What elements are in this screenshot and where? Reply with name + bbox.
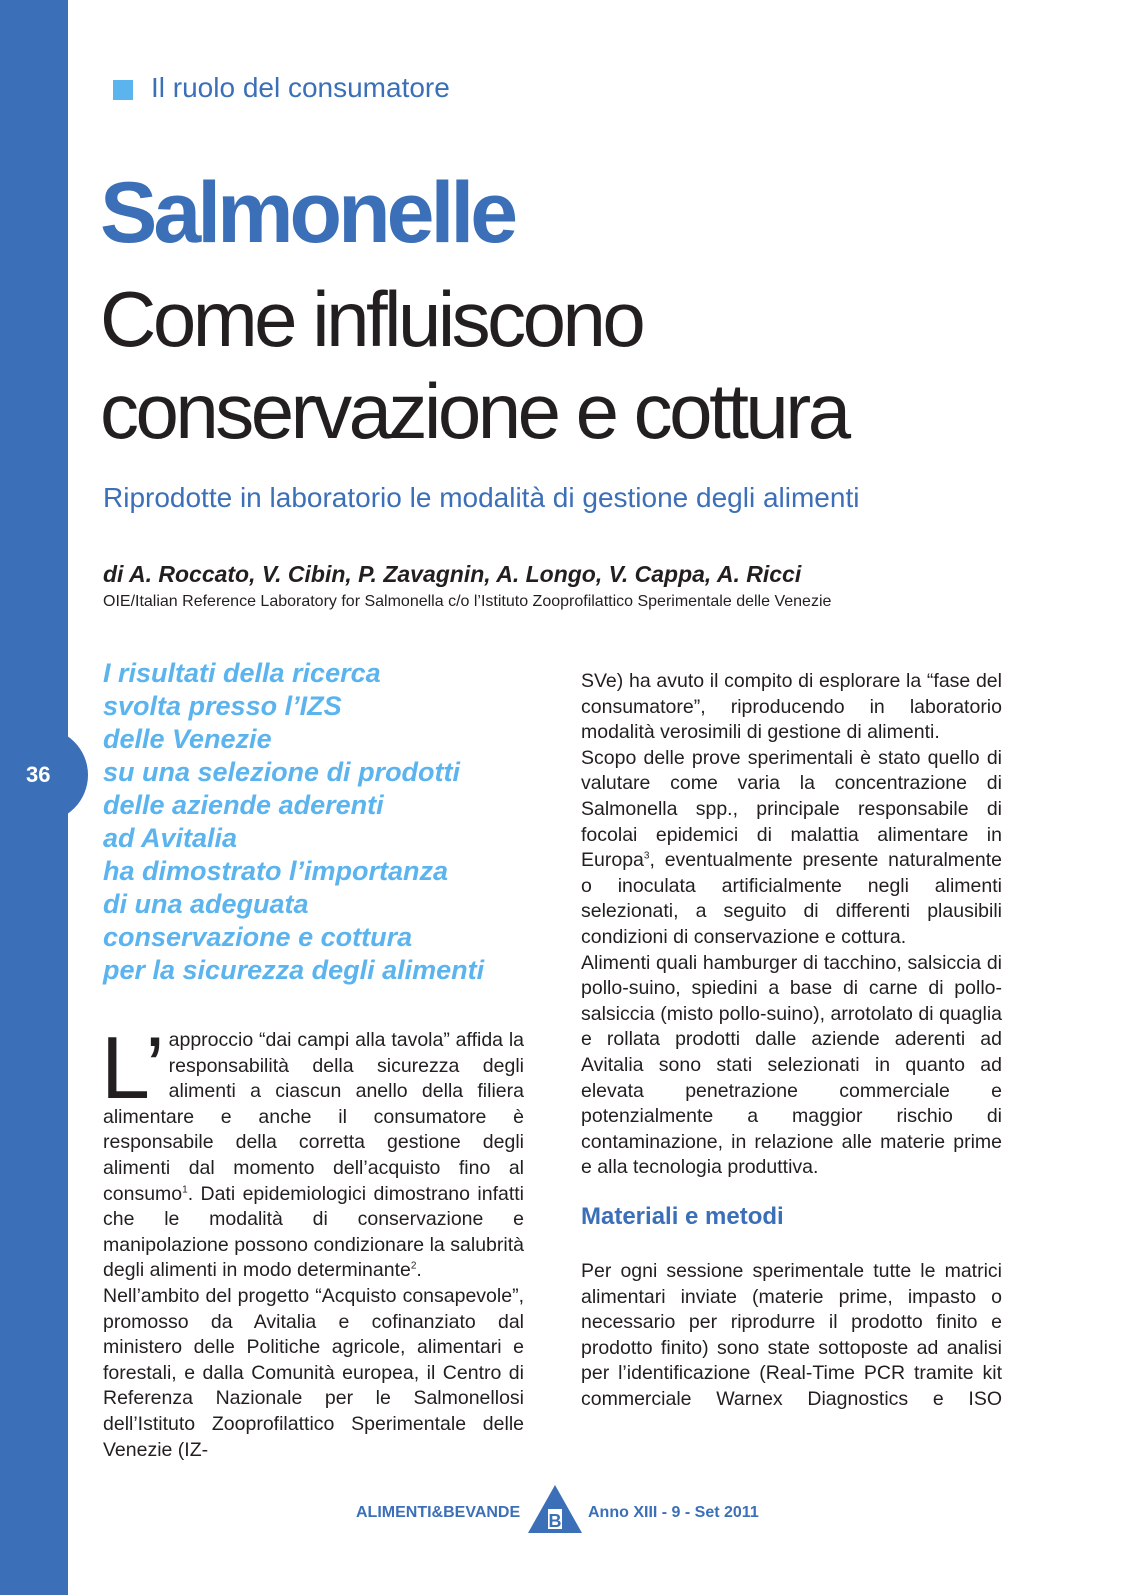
footnote-ref: 1 [182, 1184, 188, 1196]
lead-line: I risultati della ricerca [103, 658, 381, 688]
lead-paragraph [103, 657, 543, 987]
body-column-left [101, 1018, 524, 1463]
lead-line: delle Venezie [103, 724, 272, 754]
lead-line: di una adeguata [103, 889, 309, 919]
svg-text:B: B [548, 1511, 562, 1531]
body-paragraph: SVe) ha avuto il compito di esplorare la “fase del consumatore”, riproducendo in laboratorio modalità verosimili di gestione di alimenti. [581, 670, 1002, 744]
title-line-1: Come influiscono [100, 275, 643, 363]
body-paragraph: Nell’ambito del progetto “Acquisto consapevole”, promosso da Avitalia e cofinanziato dal ministero delle Politiche agricole, alimentari e forestali, e dalla Comunità europea, il Centro di Referenza Nazionale per le Salmonellosi dell’Istituto Zooprofilattico Sperimentale delle Venezie (IZ- [103, 1284, 524, 1461]
article-subtitle: Riprodotte in laboratorio le modalità di gestione degli alimenti [103, 482, 860, 513]
body-column-right [581, 669, 1002, 1181]
lead-line: conservazione e cottura [103, 922, 413, 952]
footnote-ref: 3 [643, 850, 650, 862]
journal-logo-icon [526, 1483, 584, 1535]
title-line-2: conservazione e cottura [100, 367, 848, 455]
authors: di A. Roccato, V. Cibin, P. Zavagnin, A. Longo, V. Cappa, A. Ricci [103, 561, 802, 587]
drop-cap: L’ [101, 1018, 165, 1117]
lead-line: svolta presso l’IZS [103, 691, 342, 721]
body-paragraph: Scopo delle prove sperimentali è stato quello di valutare come varia la concentrazione di Salmonella spp., principale responsabile di focolai epidemici di malattia alimentare in Europa$^3$, eventualmente presente naturalmente o inoculata artificialmente negli alimenti selezionati, a seguito di differenti plausibili condizioni di conservazione e cottura. [581, 746, 1002, 948]
body-paragraph: Alimenti quali hamburger di tacchino, salsiccia di pollo-suino, spiedini a base di carne di pollo-salsiccia (misto pollo-suino), arrotolato di quaglia e rollata prodotti dalle aziende aderenti ad Avitalia sono stati selezionati in quanto ad elevata penetrazione commerciale e potenzialmente a maggior rischio di contaminazione, in relazione alle materie prime e alla tecnologia produttiva. [581, 951, 1002, 1179]
page-number: 36 [26, 762, 51, 787]
body-paragraph: L’ approccio “dai campi alla tavola” affida la responsabilità della sicurezza degli alimenti a ciascun anello della filiera alimentare e anche il consumatore è responsabile della corretta gestione degli alimenti dal momento dell’acquisto fino al consumo$^1$. Dati epidemiologici dimostrano infatti che le modalità di conservazione e manipolazione possono condizionare la salubrità degli alimenti in modo determinante$^2$. [101, 1018, 524, 1282]
footnote-ref: 2 [410, 1260, 417, 1272]
body-paragraph: Per ogni sessione sperimentale tutte le matrici alimentari inviate (materie prime, impasto o necessario per riprodurre il prodotto finito e prodotto finito) sono state sottoposte ad analisi per l’identificazione (Real-Time PCR tramite kit commerciale Warnex Diagnostics e ISO [581, 1260, 1002, 1410]
lead-line: su una selezione di prodotti [103, 757, 461, 787]
issue-info: Anno XIII - 9 - Set 2011 [588, 1504, 759, 1521]
section-label: Il ruolo del consumatore [151, 72, 450, 103]
affiliation: OIE/Italian Reference Laboratory for Salmonella c/o l’Istituto Zooprofilattico Sperimentale delle Venezie [103, 593, 832, 610]
article-title: Salmonelle [100, 165, 515, 261]
lead-line: per la sicurezza degli alimenti [103, 955, 485, 985]
journal-name: ALIMENTI&BEVANDE [356, 1504, 521, 1521]
section-heading: Materiali e metodi [581, 1203, 784, 1230]
lead-line: delle aziende aderenti [103, 790, 384, 820]
section-marker-icon [113, 80, 133, 100]
body-column-right-methods [581, 1259, 1002, 1413]
lead-line: ha dimostrato l’importanza [103, 856, 449, 886]
lead-line: ad Avitalia [103, 823, 238, 853]
